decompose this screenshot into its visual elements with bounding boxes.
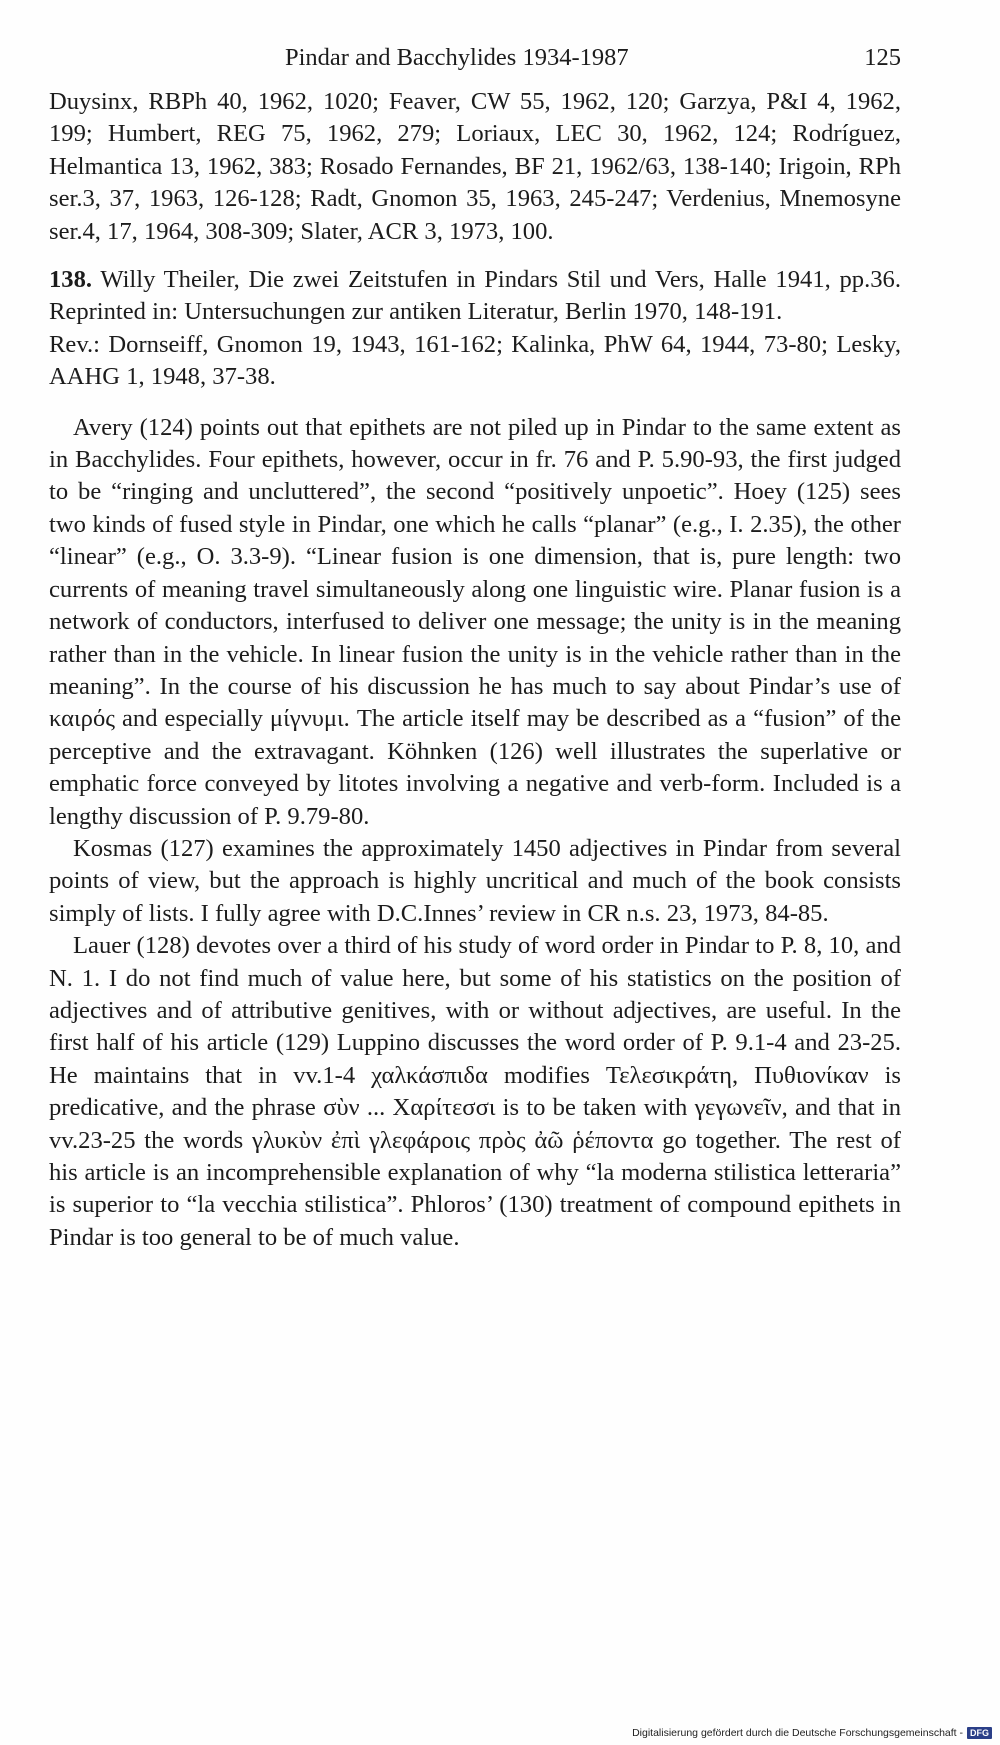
entry-reviews: Rev.: Dornseiff, Gnomon 19, 1943, 161-162; Kalinka, PhW 64, 1944, 73-80; Lesky, AAHG 1, 1948, 37-38. [49,330,901,391]
running-header [49,38,901,86]
entry-citation-text: Willy Theiler, Die zwei Zeitstufen in Pindars Stil und Vers, Halle 1941, pp.36. Reprinted in: Untersuchungen zur antiken Literatur, Berlin 1970, 148-191. [49,266,901,326]
review-list-continuation: Duysinx, RBPh 40, 1962, 1020; Feaver, CW 55, 1962, 120; Garzya, P&I 4, 1962, 199; Humbert, REG 75, 1962, 279; Loriaux, LEC 30, 1962, 124; Rodríguez, Helmantica 13, 1962, 383; Rosado Fernandes, BF 21, 1962/63, 138-140; Irigoin, RPh ser.3, 37, 1963, 126-128; Radt, Gnomon 35, 1963, 245-247; Verdenius, Mnemosyne ser.4, 17, 1964, 308-309; Slater, ACR 3, 1973, 100. [49,88,901,245]
entry-number: 138. [49,266,93,294]
footer-text: Digitalisierung gefördert durch die Deutsche Forschungsgemeinschaft - [632,1727,963,1739]
digitization-footer [632,1727,992,1739]
entry-citation [49,264,901,329]
book-page [49,38,901,1254]
page-number: 125 [864,44,901,71]
paragraph-lauer: Lauer (128) devotes over a third of his study of word order in Pindar to P. 8, 10, and N. 1. I do not find much of value here, but some of his statistics on the position of adjectives and of attributive genitives, with or without adjectives, are useful. In the first half of his article (129) Luppino discusses the word order of P. 9.1-4 and 23-25. He maintains that in vv.1-4 χαλκάσπιδα modifies Τελεσικράτη, Πυθιονίκαν is predicative, and the phrase σὺν ... Χαρίτεσσι is to be taken with γεγωνεῖν, and that in vv.23-25 the words γλυκὺν ἐπὶ γλεφάροις πρὸς ἀῶ ῥέποντα go together. The rest of his article is an incomprehensible explanation of why “la moderna stilistica letteraria” is superior to “la vecchia stilistica”. Phloros’ (130) treatment of compound epithets in Pindar is too general to be of much value. [49,932,901,1251]
bibliography-entry-138 [49,264,901,394]
dfg-logo: DFG [967,1727,992,1739]
paragraph-kosmas: Kosmas (127) examines the approximately 1450 adjectives in Pindar from several points of view, but the approach is highly uncritical and much of the book consists simply of lists. I fully agree with D.C.Innes’ review in CR n.s. 23, 1973, 84-85. [49,834,901,927]
running-title: Pindar and Bacchylides 1934-1987 [285,44,629,71]
paragraph-avery: Avery (124) points out that epithets are not piled up in Pindar to the same extent as in Bacchylides. Four epithets, however, occur in fr. 76 and P. 5.90-93, the first judged to be “ringing and uncluttered”, the second “positively unpoetic”. Hoey (125) sees two kinds of fused style in Pindar, one which he calls “planar” (e.g., I. 2.35), the other “linear” (e.g., O. 3.3-9). “Linear fusion is one dimension, that is, pure length: two currents of meaning travel simultaneously along one linguistic wire. Planar fusion is a network of conductors, interfused to deliver one message; the unity is in the meaning rather than in the vehicle. In linear fusion the unity is in the vehicle rather than in the meaning”. In the course of his discussion he has much to say about Pindar’s use of καιρός and especially μίγνυμι. The article itself may be described as a “fusion” of the perceptive and the extravagant. Köhnken (126) well illustrates the superlative or emphatic force conveyed by litotes involving a negative and verb-form. Included is a lengthy discussion of P. 9.79-80. [49,413,901,830]
